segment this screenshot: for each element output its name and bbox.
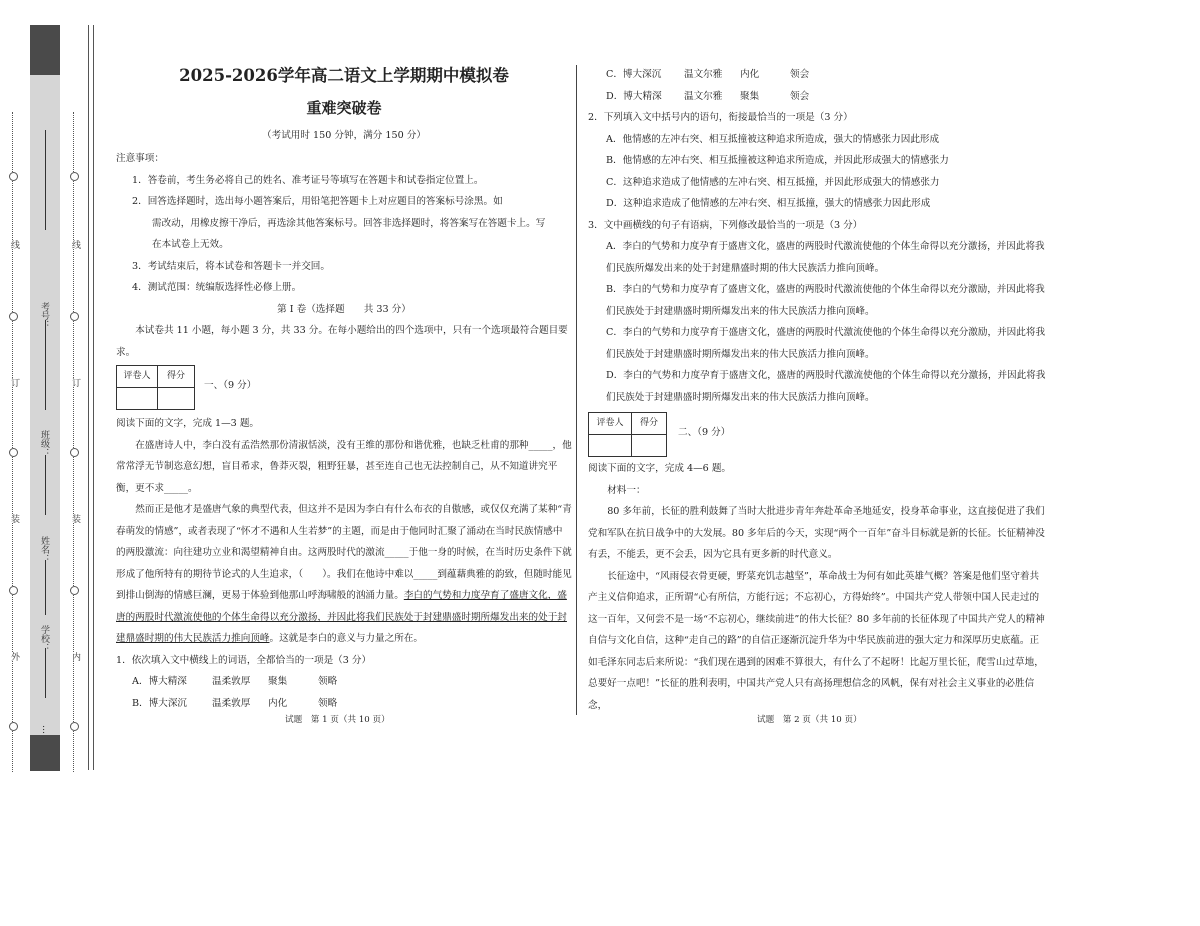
question-2: 2．下列填入文中括号内的语句，衔接最恰当的一项是（3 分） bbox=[588, 112, 853, 123]
score-box-score: 得分 bbox=[157, 365, 195, 388]
page-2-footer: 试题 第 2 页（共 10 页） bbox=[757, 715, 862, 725]
option-text: C．李白的气势和力度孕育于盛唐文化，盛唐的两股时代激流使他的个体生命得以充分激励，并因此将我们民族处于封建鼎盛时期所爆发出来的伟大民族活力推向顶峰。 bbox=[606, 327, 1046, 360]
field-line bbox=[45, 455, 46, 515]
option-row bbox=[116, 693, 572, 715]
inner-line-char: 内 bbox=[70, 652, 80, 661]
question-3: 3．文中画横线的句子有语病，下列修改最恰当的一项是（3 分） bbox=[588, 219, 863, 231]
option-text: 内化 bbox=[268, 697, 288, 709]
option-text: D．这种追求造成了他情感的左冲右突、相互抵撞，强大的情感张力因此形成 bbox=[606, 198, 931, 209]
score-box-reviewer: 评卷人 bbox=[588, 412, 632, 435]
binding-hole bbox=[70, 448, 79, 457]
option-text: A．李白的气势和力度孕育于盛唐文化，盛唐的两股时代激流使他的个体生命得以充分激扬，并因此将我们民族所爆发出来的处于封建鼎盛时期的伟大民族活力推向顶峰。 bbox=[606, 241, 1045, 274]
exam-subtitle: 重难突破卷 bbox=[306, 99, 382, 117]
section-1-heading: 一、（9 分） bbox=[204, 380, 257, 391]
binding-hole bbox=[70, 172, 79, 181]
strip-dots: … bbox=[40, 725, 50, 734]
page-1-footer: 试题 第 1 页（共 10 页） bbox=[285, 715, 390, 725]
score-box-row bbox=[588, 408, 1046, 458]
score-box-row bbox=[116, 363, 572, 413]
option-text: 领略 bbox=[318, 676, 338, 687]
question-1: 1．依次填入文中横线上的词语，全都恰当的一项是（3 分） bbox=[116, 654, 372, 666]
page-2 bbox=[588, 64, 1046, 716]
note-item: 2．回答选择题时，选出每小题答案后，用铅笔把答题卡上对应题目的答案标号涂黑。如 bbox=[132, 196, 503, 207]
binding-hole bbox=[9, 586, 18, 595]
field-school: 学校： bbox=[39, 625, 49, 652]
option-text: 聚集 bbox=[740, 90, 760, 102]
option-text: 内化 bbox=[740, 69, 760, 80]
score-box bbox=[588, 412, 668, 456]
time-note: （考试用时 150 分钟，满分 150 分） bbox=[262, 130, 426, 141]
field-line bbox=[45, 130, 46, 230]
option-text: C．博大深沉 bbox=[606, 69, 662, 80]
passage-para bbox=[116, 499, 572, 650]
option-text: A．他情感的左冲右突、相互抵撞被这种追求所造成，强大的情感张力因此形成 bbox=[606, 133, 940, 145]
field-name: 姓名： bbox=[39, 536, 49, 563]
column-divider bbox=[576, 65, 577, 715]
option-text: B．他情感的左冲右突、相互抵撞被这种追求所造成，并因此形成强大的情感张力 bbox=[606, 155, 949, 166]
score-box-reviewer: 评卷人 bbox=[116, 365, 158, 388]
section-2-heading: 二、（9 分） bbox=[678, 427, 731, 438]
binding-hole bbox=[70, 312, 79, 321]
field-line bbox=[45, 560, 46, 615]
reading-prompt: 阅读下面的文字，完成 4—6 题。 bbox=[588, 463, 732, 474]
option-text: C．这种追求造成了他情感的左冲右突、相互抵撞，并因此形成强大的情感张力 bbox=[606, 176, 940, 188]
option-text: 聚集 bbox=[268, 676, 288, 687]
option-text: A．博大精深 bbox=[132, 676, 187, 687]
note-item: 1．答卷前，考生务必将自己的姓名、准考证号等填写在答题卡和试卷指定位置上。 bbox=[132, 174, 484, 186]
field-line bbox=[45, 320, 46, 410]
option-text: D．博大精深 bbox=[606, 90, 662, 102]
inner-line-char: 线 bbox=[70, 240, 80, 249]
outer-line-char: 订 bbox=[9, 378, 19, 387]
notes-heading: 注意事项： bbox=[116, 153, 164, 164]
binding-hole bbox=[70, 722, 79, 731]
score-box-blank[interactable] bbox=[631, 434, 667, 457]
binding-hole bbox=[70, 586, 79, 595]
outer-line-char: 外 bbox=[9, 652, 19, 661]
binding-hole bbox=[9, 172, 18, 181]
option-text: D．李白的气势和力度孕育于盛唐文化，盛唐的两股时代激流使他的个体生命得以充分激扬，并因此将我们民族处于封建鼎盛时期所爆发出来的伟大民族活力推向顶峰。 bbox=[606, 370, 1046, 403]
passage-para: 长征途中，“风雨侵衣骨更硬，野菜充饥志越坚”，革命战士为何有如此英雄气概？答案是他们坚守着共产主义信仰追求，正所谓“心有所信，方能行远；不忘初心，方得始终”。中国共产党人带领中国人民走过的这一百年，又何尝不是一场“不忘初心，继续前进”的伟大长征？80 多年前的长征体现了中国共产党人的精神自信与文化自信，这种“走自己的路”的自信正逐渐沉淀升华为中华民族前进的强大定力和深厚历史底蕴。正如毛泽东同志后来所说：“我们现在遇到的困难不算很大，有什么了不起呀！比起万里长征，爬雪山过草地，总要好一点吧！”长征的胜利表明，中国共产党人只有高扬理想信念的风帆，保有对社会主义事业的必胜信念， bbox=[588, 570, 1045, 711]
field-exam-number: 考号： bbox=[39, 302, 49, 329]
inner-line-char: 订 bbox=[70, 378, 80, 387]
score-box-blank[interactable] bbox=[588, 434, 632, 457]
option-text: 领略 bbox=[318, 697, 338, 709]
passage-text: 然而正是他才是盛唐气象的典型代表，但这并不是因为李白有什么布衣的自傲感，或仅仅充满了某种“青春萌发的情感”，或者表现了“怀才不遇和人生若梦”的主题，而是由于他同时汇聚了涌动在当时民族情感中的两股激流：向往建功立业和渴望精神自由。这两股时代的激流_____于他一身的时候，在当时历史条件下就形成了他所特有的期待节论式的人生追求，（ ）。我们在他诗中难以_____到蕴藉典雅的韵致，但随时能见到排山倒海的情感巨澜，更易于体验到他那山呼海啸般的汹涌力量。 bbox=[116, 504, 572, 601]
option-text: B．博大深沉 bbox=[132, 697, 188, 709]
field-line bbox=[45, 648, 46, 698]
note-item: 需改动，用橡皮擦干净后，再选涂其他答案标号。回答非选择题时，将答案写在答题卡上。写 bbox=[152, 217, 546, 229]
note-item: 在本试卷上无效。 bbox=[152, 239, 229, 250]
part1-heading: 第 I 卷（选择题 共 33 分） bbox=[277, 303, 411, 315]
option-text: 领会 bbox=[790, 90, 810, 102]
note-item: 4．测试范围：统编版选择性必修上册。 bbox=[132, 282, 302, 293]
option-row bbox=[588, 86, 1046, 108]
score-box-blank[interactable] bbox=[157, 387, 195, 410]
outer-dotted-line bbox=[12, 112, 13, 772]
option-row bbox=[116, 671, 572, 693]
outer-line-char: 装 bbox=[9, 514, 19, 523]
binding-hole bbox=[9, 448, 18, 457]
frame-line bbox=[93, 25, 94, 770]
exam-title: 2025-2026学年高二语文上学期期中模拟卷 bbox=[179, 66, 509, 85]
frame-line bbox=[88, 25, 89, 770]
underlined-sentence: 李白的气势和力度孕育了盛唐文化，盛唐的两股时代激流使他的个体生命得以充分激扬，并因此将我们民族处于封建鼎盛时期所爆发出来的处于封建鼎盛时期的伟大民族活力推向顶峰 bbox=[116, 590, 567, 644]
passage-para: 80 多年前，长征的胜利鼓舞了当时大批进步青年奔赴革命圣地延安，投身革命事业，这直接促进了我们党和军队在抗日战争中的大发展。80 多年后的今天，实现“两个一百年”奋斗目标就是新的长征。长征精神没有丢，不能丢，更不会丢，因为它具有更多新的时代意义。 bbox=[588, 506, 1045, 560]
inner-dotted-line bbox=[73, 112, 74, 772]
option-text: 温文尔雅 bbox=[684, 90, 723, 102]
strip-dark-top bbox=[30, 25, 60, 75]
score-box bbox=[116, 365, 196, 409]
binding-hole bbox=[9, 312, 18, 321]
passage-para: 在盛唐诗人中，李白没有孟浩然那份清淑恬淡，没有王维的那份和谐优雅，也缺乏杜甫的那种_____，他常常浮无节制恣意幻想，盲目希求，鲁莽灭裂，粗野狂暴，甚至连自己也无法控制自己，从不知道讲究平衡，更不求_____。 bbox=[116, 439, 572, 494]
strip-dark-bottom bbox=[30, 735, 60, 771]
option-row bbox=[588, 64, 1046, 86]
part1-intro: 本试卷共 11 小题，每小题 3 分，共 33 分。在每小题给出的四个选项中，只有一个选项最符合题目要求。 bbox=[116, 325, 568, 358]
binding-hole bbox=[9, 722, 18, 731]
outer-line-char: 线 bbox=[9, 240, 19, 249]
option-text: B．李白的气势和力度孕育了盛唐文化，盛唐的两股时代激流使他的个体生命得以充分激励，并因此将我们民族处于封建鼎盛时期所爆发出来的伟大民族活力推向顶峰。 bbox=[606, 284, 1045, 317]
page-1 bbox=[116, 62, 572, 714]
option-text: 领会 bbox=[790, 69, 810, 80]
score-box-score: 得分 bbox=[631, 412, 667, 435]
passage-text: 。这就是李白的意义与力量之所在。 bbox=[269, 633, 423, 644]
field-class: 班级： bbox=[39, 430, 49, 457]
option-text: 温柔敦厚 bbox=[212, 697, 251, 709]
option-text: 温柔敦厚 bbox=[212, 676, 251, 687]
reading-prompt: 阅读下面的文字，完成 1—3 题。 bbox=[116, 418, 260, 429]
option-text: 温文尔雅 bbox=[684, 69, 723, 80]
material-label: 材料一： bbox=[607, 484, 646, 496]
inner-line-char: 装 bbox=[70, 514, 80, 523]
score-box-blank[interactable] bbox=[116, 387, 158, 410]
note-item: 3．考试结束后，将本试卷和答题卡一并交回。 bbox=[132, 260, 330, 272]
